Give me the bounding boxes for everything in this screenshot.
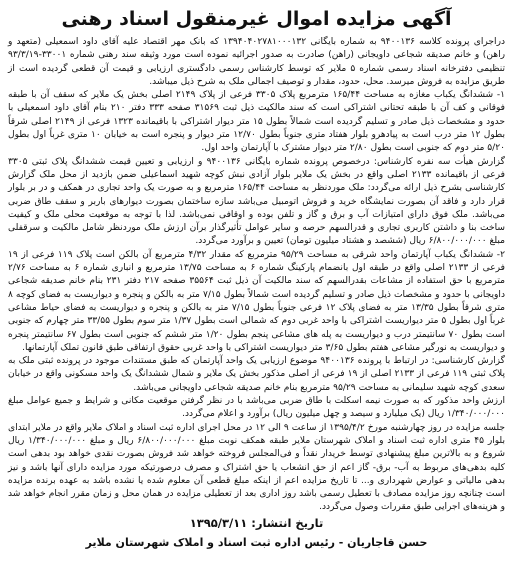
paragraph-valuation: ارزش واحد مذکور که به صورت نیمه اسکلت با طاق ضربی می‌باشد با در نظر گرفتن موقعیت مکانی و شرایط و جمیع عوامل مبلغ ۱/۳۴۰/۰۰۰/۰۰۰ ریال (یک میلیارد و سیصد و چهل میلیون ریال) برآورد و اعلام می‌گردد. xyxy=(8,396,505,420)
paragraph-expert-report-1: گزارش هیأت سه نفره کارشناس: درخصوص پرونده شماره بایگانی ۹۴۰۰۱۳۶ و ارزیابی و تعیین قیمت ششدانگ پلاک ثبتی ۳۳۰۵ فرعی از باقیمانده ۲۱۳۳ اصلی واقع در بخش یک ملایر بلوار آزادی نبش کوچه شهید اسماعیلی ضمن بازدید از محل ملک گزارش کارشناسی بشرح ذیل ارائه می‌گردد: ملک موردنظر به مساحت ۱۶۵/۴۴ مترمربع و به صورت یک واحد تجاری در همکف و در بر بلوار قرار دارد و فاقد آن بصورت نمایشگاه خرید و فروش اتومبیل می‌باشد سازه ساختمان بصورت دیوارهای باربر و سقف طاق ضربی می‌باشد. ملک فوق دارای امتیازات آب و برق و گاز و تلفن بوده و اوقافی نمی‌باشد. لذا با توجه به موقعیت محلی ملک و کیفیت ساخت بنا و داشتن کاربری تجاری و قدرالسهم حرصه و سایر عوامل تأثیرگذار برآن ارزش ملک موردنظر شامل مالکیت و سرقفلی مبلغ ۶/۸۰۰/۰۰۰/۰۰۰ ریال (ششصد و هشتاد میلیون تومان) تعیین و برآورد می‌گردد. xyxy=(8,156,506,247)
notice-page xyxy=(8,6,505,570)
paragraph-expert-report-2: گزارش کارشناسی: در ارتباط با پرونده ۹۴۰۰۱۳۶ موضوع ارزیابی یک واحد آپارتمان که طبق مستندات موجود در پرونده ثبتی ملک به پلاک ثبتی ۱۱۹ فرعی از ۲۱۳۳ اصلی از ۱۹ فرعی از اصلی مذکور بخش یک ملایر و شمال ششدانگ یک واحد مسکونی واقع در خیابان سعدی کوچه شهید سلیمانی به مساحت ۹۵/۲۹ مترمربع بنام خانم صدیقه شجاعی داویجانی می‌باشد. xyxy=(8,356,505,393)
notice-title: آگهی مزایده اموال غیرمنقول اسناد رهنی xyxy=(61,8,452,30)
paragraph-auction-terms: جلسه مزایده در روز چهارشنبه مورخ ۱۳۹۵/۴/۲ از ساعت ۹ الی ۱۲ در محل اجرای اداره ثبت اسناد و املاک ملایر واقع در ملایر ابتدای بلوار ۴۵ متری اداره ثبت اسناد و املاک شهرستان ملایر طبقه همکف نوبت مبلغ ۶/۸۰۰/۰۰۰/۰۰۰ ریال و مبلغ ۱/۳۴۰/۰۰۰/۰۰۰ ریال شروع و به بالاترین مبلغ پیشنهادی توسط خریدار نقداً و فی‌المجلس فروخته خواهد شد فروش بصورت نقدی خواهد بود بدهی است کلیه بدهی‌های مربوط به آب- برق- گاز اعم از حق انشعاب یا حق اشتراک و مصرف درصورتیکه مورد مزایده دارای آنها باشد و نیز بدهی مالیاتی و عوارض شهرداری و... تا تاریخ مزایده اعم از اینکه مبلغ قطعی آن معلوم شده یا نشده باشد به عهده برنده مزایده است چنانچه روز مزایده مصادف با تعطیل رسمی باشد روز اداری بعد از تعطیلی مزایده در همان محل و زمان مقرر انجام خواهد شد و هزینه‌های اجرایی طبق مقررات وصول می‌گردد. xyxy=(8,422,505,513)
signature-line: حسن قاجاریان - رئیس اداره ثبت اسناد و املاک شهرستان ملایر xyxy=(85,535,428,549)
paragraph-intro: دراجرای پرونده کلاسه ۹۴۰۰۱۳۶ به شماره بایگانی ۱۳۹۴۰۴۰۲۷۸۱۰۰۰۱۳۲ که بانک مهر اقتصاد علیه آقای داود اسمعیلی (متعهد و راهن) و خانم صدیقه شجاعی داویجانی (راهن) صادرت به صدور اجرائیه نموده است مورد وثیقه سند رهنی شماره ۳۳۰۰۱-۹۳/۳/۱۹ تنظیمی دفترخانه اسناد رسمی شماره ۵ ملایر که توسط کارشناس رسمی دادگستری ارزیابی و قیمت آن قطعی گردیده است از طریق مزایده به فروش میرسد. محل، حدود، مقدار و توصیف اجمالی ملک به شرح ذیل میباشد. xyxy=(8,37,506,87)
notice-body xyxy=(8,36,505,515)
paragraph-property-2: ۲- ششدانگ یکباب آپارتمان واحد شرقی به مساحت ۹۵/۲۹ مترمربع که مقدار ۴/۳۲ مترمربع آن بالکن است پلاک ۱۱۹ فرعی از ۱۹ فرعی از ۲۱۳۳ اصلی واقع در طبقه اول بانضمام پارکینگ شماره ۶ به مساحت ۱۳/۷۵ مترمربع و انباری شماره ۶ به مساحت ۲/۷۶ مترمربع با حق استفاده از مشاعات بقدرالسهم که سند مالکیت آن ذیل ثبت ۳۵۵۶۴ صفحه ۲۱۷ دفتر ۲۳۱ بنام خانم صدیقه شجاعی داویجانی با حدود و مشخصات ذیل صادر و تسلیم گردیده است شمالاً بطول ۷/۱۵ متر به بالکن و پنجره و دیواریست به فضای کوچه ۸ متری شرقاً بطول ۱۳/۳۵ متر به فضای پلاک ۱۲ فرعی جنوباً بطول ۷/۱۵ متر به بالکن و پنجره و دیواریست به فضای حیاط مشاعی غرباً اول بطول ۵ متر دیواریست اشتراکی با واحد غربی دوم که شمالی است بطول ۱/۳۷ متر سوم بطول ۳۳/۵۵ متر چهارم که جنوبی است بطول ۷۰ سانتیمتر درب و دیواریست به پله های مشاعی پنجم بطول ۱/۲۰ متر ششم که جنوبی است بطول ۶۷ سانتیمتر پنجره و دیواریست به نورگیر مشاعی هفتم بطول ۳/۶۵ متر دیواریست اشتراکی با واحد غربی حقوق ارتفاقی طبق قانون تملک آپارتمانها. xyxy=(8,249,506,353)
publication-date: تاریخ انتشار: ۱۳۹۵/۳/۱۱ xyxy=(189,515,324,530)
paragraph-property-1: ۱- ششدانگ یکباب مغازه به مساحت ۱۶۵/۴۴ مترمربع پلاک ۳۳۰۵ فرعی از پلاک ۲۱۴۹ اصلی بخش یک ملایر که سقف آن با طبقه فوقانی و کف آن با طبقه تحتانی اشتراکی است که سند مالکیت ذیل ثبت ۳۱۵۶۹ صفحه ۳۳۳ دفتر ۲۱۰ بنام آقای داود اسمعیلی با حدود و مشخصات ذیل صادر و تسلیم گردیده است شمالاً بطول ۱۵ متر دیوار اشتراکی با باقیمانده ۱۳۲۳ فرعی از ۲۱۴۹ اصلی شرقاً بطول ۱۲ متر درب است به پیادهرو بلوار هفتاد متری جنوباً بطول ۱۲/۷۰ متر دیوار و پنجره است به خیابان ۱۰ متری غرباً اول بطول ۵/۲۰ متر دوم که جنوبی است بطول ۲/۸۰ متر دیوار مشترک با آپارتمان واحد اول. xyxy=(8,90,506,154)
